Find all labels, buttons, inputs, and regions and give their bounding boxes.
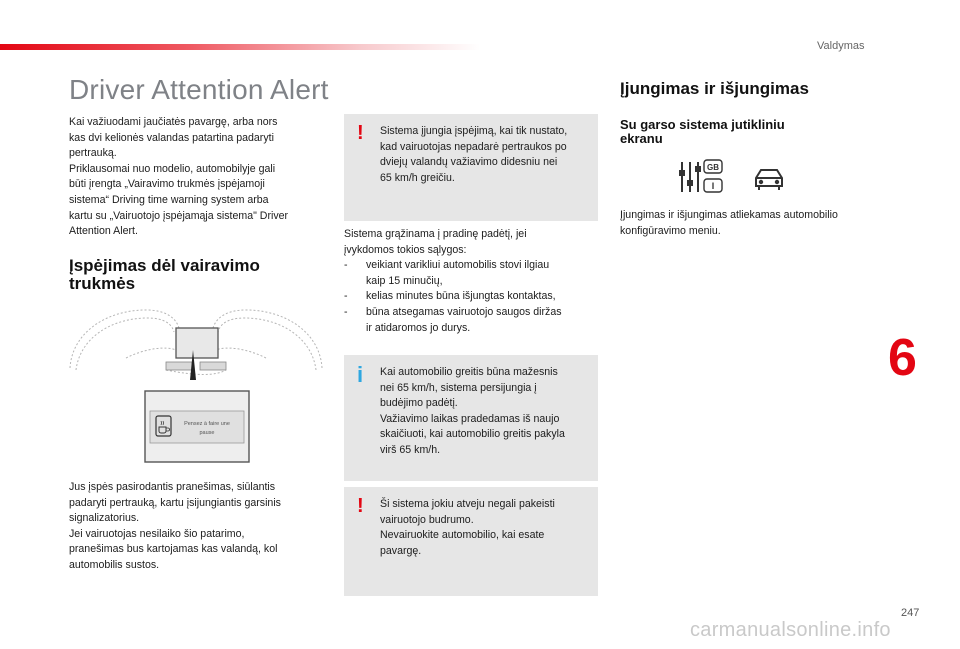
list-item [344,289,598,305]
message-text-line2: pause [199,430,215,436]
text-line: Įjungimas ir išjungimas atliekamas automobilio [620,209,838,221]
text-line: Sistema įjungia įspėjimą, kai tik nustato, [380,125,568,137]
list-dash: - [344,290,348,303]
text-line: pertrauką. [69,147,117,160]
text-line: Ši sistema jokiu atveju negali pakeisti [380,498,555,510]
text-line: Nevairuokite automobilio, kai esate [380,529,545,542]
text-line: Jei vairuotojas nesilaiko šio patarimo, [69,527,245,540]
text-line: Kai važiuodami jaučiatės pavargę, arba nors [69,116,278,128]
page-number: 247 [901,607,920,619]
list-dash: - [344,259,348,272]
section-heading-activation: Įjungimas ir išjungimas [620,79,809,98]
warning-icon: ! [357,495,364,517]
text-line: Važiavimo laikas pradedamas iš naujo [380,412,560,425]
text-line: virš 65 km/h. [380,443,441,456]
text-line: pranešimas bus kartojamas kas valandą, kol [69,543,278,556]
warning-box-activation [344,114,598,221]
text-line: įvykdomos tokios sąlygos: [344,243,467,256]
page-title: Driver Attention Alert [69,74,329,105]
car-icon [756,170,782,190]
info-box-standby [344,355,598,481]
subheading-line: ekranu [620,131,663,146]
text-line: nei 65 km/h, sistema persijungia į [380,381,537,394]
subheading-touchscreen [620,118,860,146]
settings-sliders-icon [679,160,722,192]
text-line: kartu su „Vairuotojo įspėjamąja sistema" Driver [69,209,289,222]
text-line: dviejų valandų važiavimo didesniu nei [380,156,558,169]
list-dash: - [344,305,348,318]
subheading-line: Su garso sistema jutikliniu [620,117,785,132]
instrument-cluster-illustration [66,298,326,468]
badge-bottom-text: I [711,181,715,191]
list-item [344,258,598,289]
list-item [344,305,598,336]
text-line: signalizatorius. [69,512,140,525]
text-line: konfigūravimo meniu. [620,224,721,237]
list-text: kaip 15 minučių, [366,274,443,287]
text-line: vairuotojo budrumo. [380,513,474,526]
badge-top-text: GB [707,163,719,172]
text-line: 65 km/h greičiu. [380,171,455,184]
text-line: budėjimo padėtį. [380,397,458,410]
heading-line: Įspėjimas dėl vairavimo [69,256,260,275]
info-icon: i [357,362,364,387]
section-title: Valdymas [817,40,865,52]
settings-icons [676,158,788,198]
text-line: Kai automobilio greitis būna mažesnis [380,366,558,378]
heading-line: trukmės [69,274,136,293]
text-line: Attention Alert. [69,225,138,238]
watermark: carmanualsonline.info [690,619,891,641]
text-line: padaryti pertrauką, kartu įsijungiantis garsinis [69,496,281,509]
activation-description [620,208,880,239]
section-heading-driving-time [69,257,329,293]
header-accent-bar [0,44,480,50]
list-text: kelias minutes būna išjungtas kontaktas, [366,290,556,303]
cluster-buttons [166,362,226,370]
text-line: kad vairuotojas nepadarė pertraukos po [380,140,567,153]
text-line: pavargę. [380,544,422,557]
text-line: Jus įspės pasirodantis pranešimas, siūlantis [69,481,276,493]
alert-description [69,480,329,574]
warning-icon: ! [357,122,364,144]
intro-paragraph [69,115,329,240]
text-line: Sistema grąžinama į pradinę padėtį, jei [344,228,527,240]
list-text: būna atsegamas vairuotojo saugos diržas [366,305,562,318]
list-text: veikiant varikliui automobilis stovi ilgiau [366,259,550,272]
text-line: Priklausomai nuo modelio, automobilyje gali [69,162,276,175]
message-text-line1: Pensez à faire une [184,421,230,427]
text-line: kas dvi kelionės valandas patartina padaryti [69,131,274,144]
text-line: skaičiuoti, kai automobilio greitis pakyla [380,428,565,441]
text-line: automobilis sustos. [69,558,160,571]
cluster-screen [176,328,218,358]
warning-box-vigilance [344,487,598,596]
chapter-number: 6 [888,329,917,387]
text-line: būti įrengta „Vairavimo trukmės įspėjamoji [69,178,265,191]
reset-conditions [344,227,598,336]
text-line: sistema“ Driving time warning system arba [69,193,269,206]
list-text: ir atidaromos jo durys. [366,321,471,334]
